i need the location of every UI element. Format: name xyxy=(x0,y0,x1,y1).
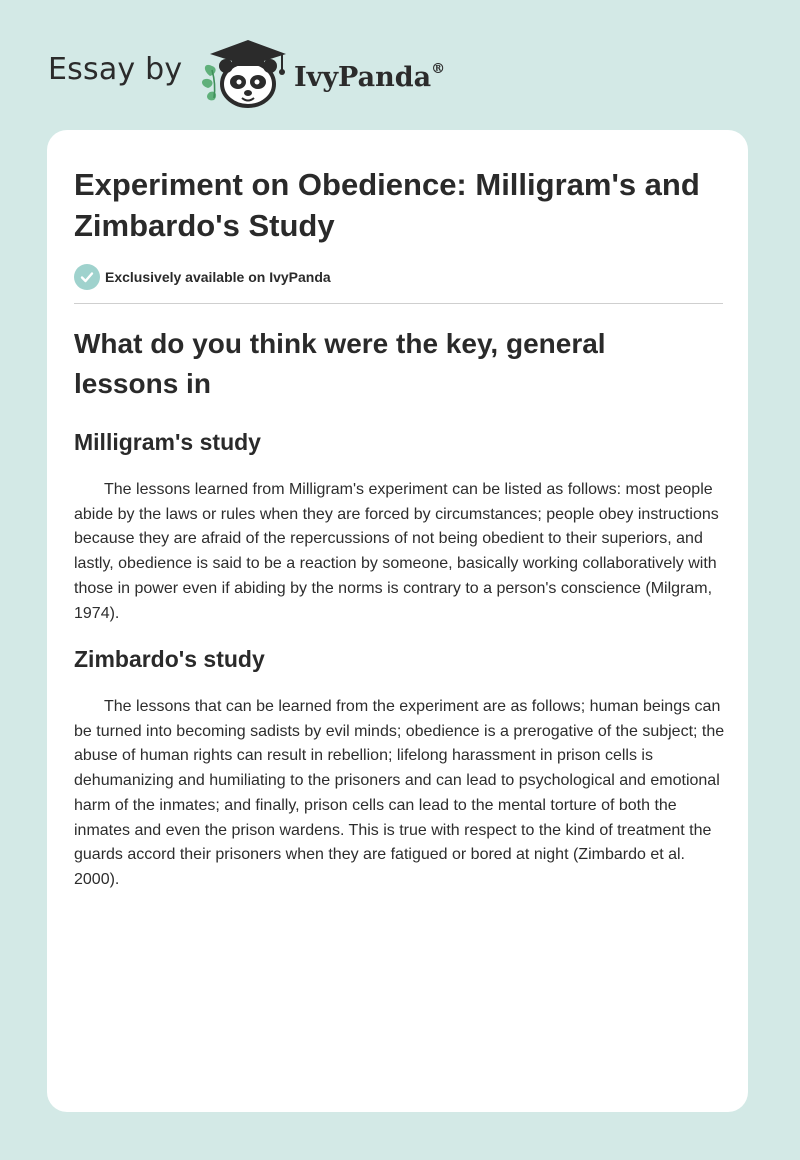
check-icon xyxy=(74,264,100,290)
ivypanda-logo[interactable] xyxy=(198,36,294,112)
essay-card xyxy=(47,130,748,1112)
exclusive-badge xyxy=(74,264,331,290)
exclusive-label: Exclusively available on IvyPanda xyxy=(105,269,331,285)
section-heading-milligram: Milligram's study xyxy=(74,429,261,455)
site-header xyxy=(0,0,800,130)
registered-mark: ® xyxy=(431,61,446,77)
brand-name[interactable] xyxy=(294,52,445,98)
brand-name-text: IvyPanda xyxy=(294,62,432,93)
question-heading: What do you think were the key, general lessons in xyxy=(74,328,606,399)
essay-title: Experiment on Obedience: Milligram's and Zimbardo's Study xyxy=(74,167,700,243)
section-heading-zimbardo: Zimbardo's study xyxy=(74,646,265,672)
title-divider xyxy=(74,303,723,304)
essay-by-label: Essay by xyxy=(48,52,183,87)
section-body-milligram: The lessons learned from Milligram's experiment can be listed as follows: most people abide by the laws or rules when they are forced by circumstances; people obey instructions because they are afraid of the repercussions of not being obedient to their superiors, and lastly, obedience is said to be a reaction by someone, basically working collaboratively with those in power even if abiding by the norms is contrary to a person's conscience (Milgram, 1974). xyxy=(74,481,719,622)
panda-graduate-icon xyxy=(198,36,294,112)
section-body-zimbardo: The lessons that can be learned from the experiment are as follows; human beings can be turned into becoming sadists by evil minds; obedience is a prerogative of the subject; the abuse of human rights can result in rebellion; lifelong harassment in prison cells is dehumanizing and humiliating to the prisoners and can lead to psychological and emotional harm of the inmates; and finally, prison cells can lead to the mental torture of both the inmates and even the prison wardens. This is true with respect to the kind of treatment the guards accord their prisoners when they are fatigued or bored at night (Zimbardo et al. 2000). xyxy=(74,698,725,888)
